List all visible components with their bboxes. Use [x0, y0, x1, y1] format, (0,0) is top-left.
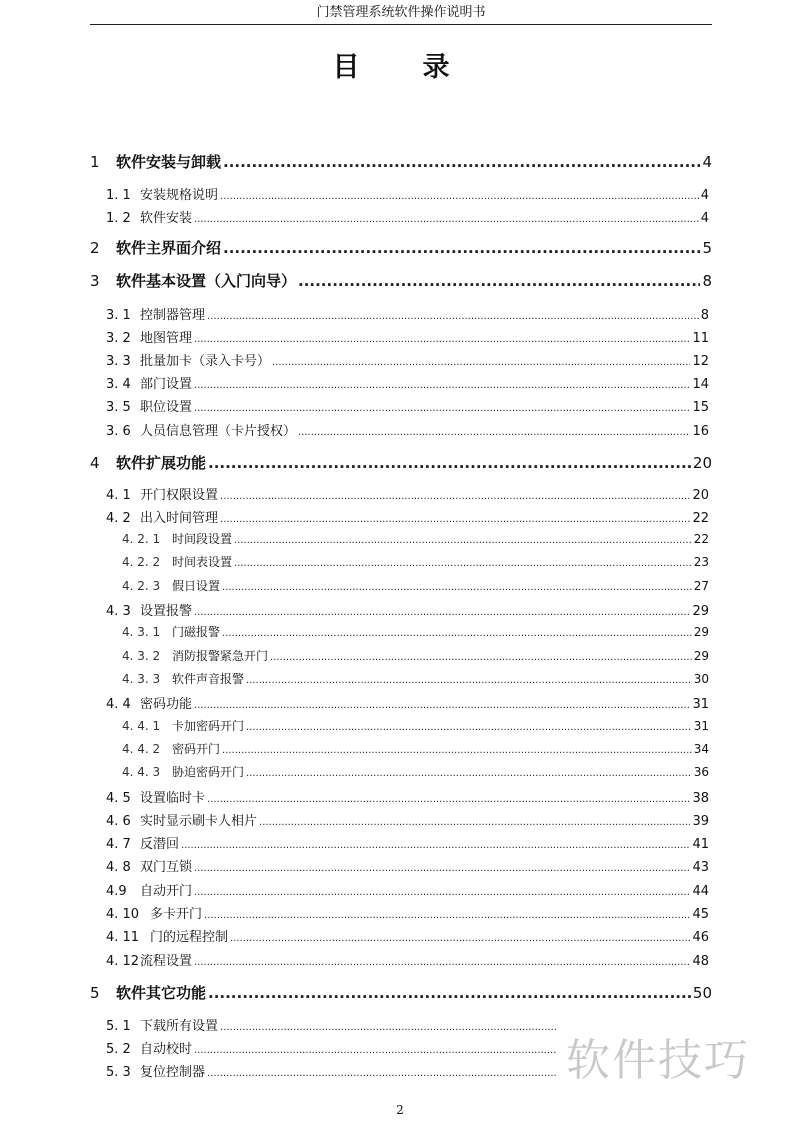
toc-entry-level3[interactable]: 4. 4. 1 卡加密码开门 ..... 31: [122, 717, 709, 734]
toc-entry-level2[interactable]: 4. 2 出入时间管理 ..... 22: [106, 507, 709, 526]
watermark-text: 软件技巧: [566, 1035, 750, 1086]
toc-entry-level1[interactable]: 4 软件扩展功能 ..... 20: [90, 452, 712, 473]
toc-entry-level2[interactable]: 4. 7 反潜回 ..... 41: [106, 833, 709, 852]
toc-entry-level2[interactable]: 4. 10 多卡开门 ..... 45: [106, 903, 709, 922]
toc-entry-level2[interactable]: 3. 3 批量加卡（录入卡号） ..... 12: [106, 350, 709, 369]
page-number: 2: [396, 1103, 404, 1117]
toc-entry-level2[interactable]: 4. 3 设置报警 ..... 29: [106, 600, 709, 619]
toc-entry-level3[interactable]: 4. 2. 1 时间段设置 ..... 22: [122, 530, 709, 547]
toc-entry-level2[interactable]: 3. 2 地图管理 ..... 11: [106, 327, 709, 346]
toc-entry-level3[interactable]: 4. 3. 3 软件声音报警 ..... 30: [122, 670, 709, 687]
toc-entry-level2[interactable]: 4.9 自动开门 ..... 44: [106, 880, 709, 899]
toc-entry-level2[interactable]: 3. 5 职位设置 ..... 15: [106, 396, 709, 415]
toc-entry-level3[interactable]: 4. 4. 2 密码开门 ..... 34: [122, 740, 709, 757]
toc-entry-level3[interactable]: 4. 3. 1 门磁报警 ..... 29: [122, 623, 709, 640]
toc-entry-level1[interactable]: 2 软件主界面介绍 ..... 5: [90, 237, 712, 258]
header-title: 门禁管理系统软件操作说明书: [316, 5, 486, 20]
running-header: [90, 4, 712, 25]
toc-entry-level2[interactable]: 4. 5 设置临时卡 ..... 38: [106, 787, 709, 806]
toc-entry-level2[interactable]: 4. 1 开门权限设置 ..... 20: [106, 484, 709, 503]
toc-entry-level3[interactable]: 4. 2. 3 假日设置 ..... 27: [122, 577, 709, 594]
toc-entry-level2[interactable]: 5. 2 自动校时 .....: [106, 1038, 558, 1057]
toc-entry-level2[interactable]: 3. 1 控制器管理 ..... 8: [106, 304, 709, 323]
toc-entry-level2[interactable]: 4. 11 门的远程控制 ..... 46: [106, 926, 709, 945]
toc-entry-level2[interactable]: 4. 8 双门互锁 ..... 43: [106, 856, 709, 875]
toc-entry-level2[interactable]: 5. 3 复位控制器 .....: [106, 1061, 558, 1080]
toc-entry-level2[interactable]: 1. 2 软件安装 ..... 4: [106, 207, 709, 226]
toc-entry-level1[interactable]: 3 软件基本设置（入门向导） ..... 8: [90, 270, 712, 291]
toc-entry-level2[interactable]: 1. 1 安装规格说明 ..... 4: [106, 184, 709, 203]
toc-entry-level2[interactable]: 4. 6 实时显示刷卡人相片 ..... 39: [106, 810, 709, 829]
toc-entry-level2[interactable]: 3. 4 部门设置 ..... 14: [106, 373, 709, 392]
toc-entry-level2[interactable]: 4. 12 流程设置 ..... 48: [106, 950, 709, 969]
toc-entry-level2[interactable]: 4. 4 密码功能 ..... 31: [106, 693, 709, 712]
toc-entry-level2[interactable]: 5. 1 下载所有设置 .....: [106, 1015, 558, 1034]
toc-entry-level1[interactable]: 1 软件安装与卸载 ..... 4: [90, 151, 712, 172]
page-title: 目 录: [332, 52, 468, 83]
toc-entry-level3[interactable]: 4. 2. 2 时间表设置 ..... 23: [122, 553, 709, 570]
toc-entry-level1[interactable]: 5 软件其它功能 ..... 50: [90, 982, 712, 1003]
toc-entry-level3[interactable]: 4. 4. 3 胁迫密码开门 ..... 36: [122, 763, 709, 780]
toc-entry-level2[interactable]: 3. 6 人员信息管理（卡片授权） ..... 16: [106, 420, 709, 439]
toc-entry-level3[interactable]: 4. 3. 2 消防报警紧急开门 ..... 29: [122, 647, 709, 664]
